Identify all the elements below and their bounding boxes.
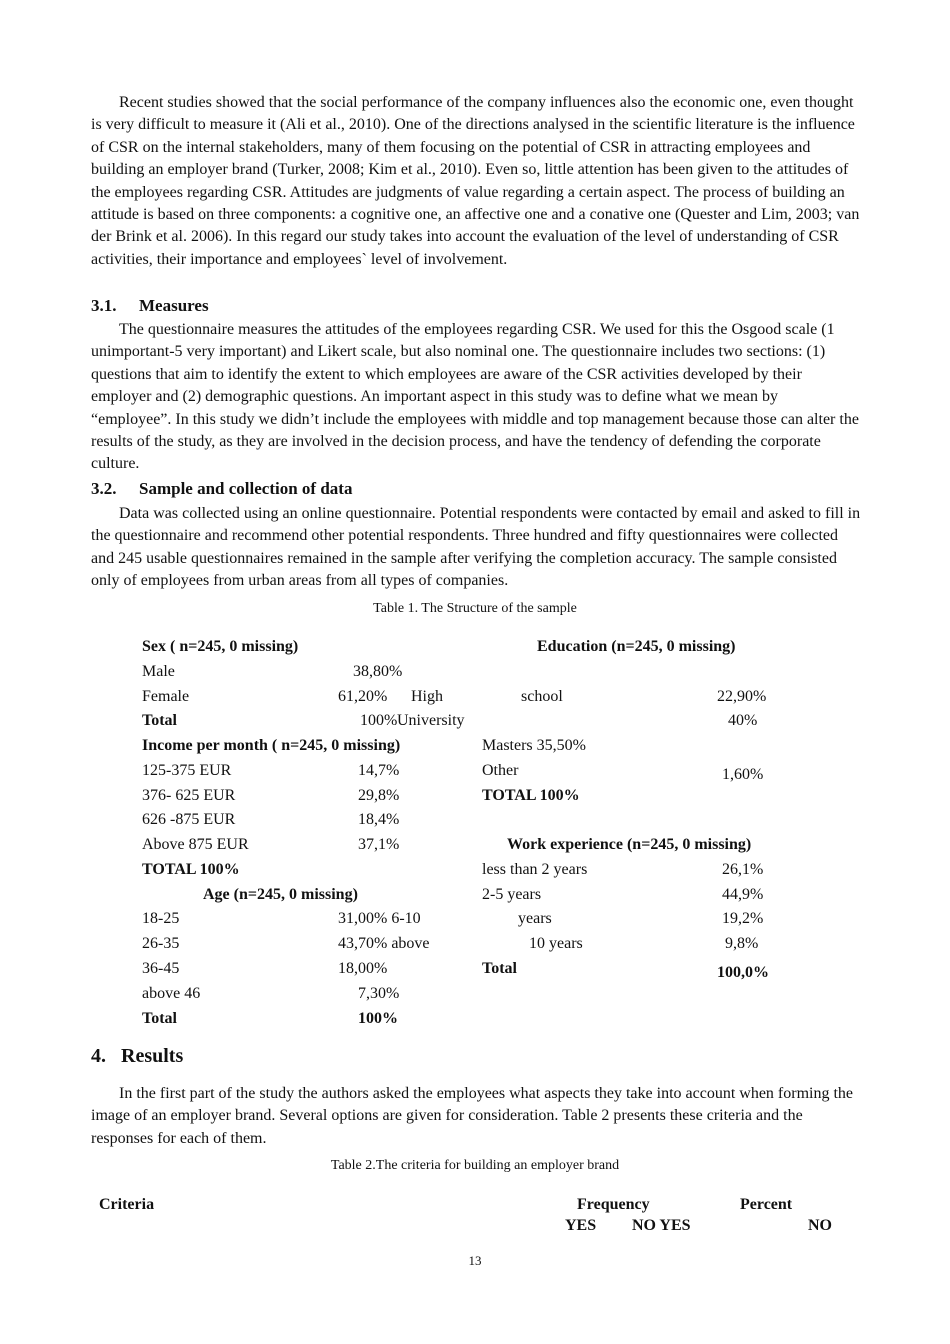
age-row-4-label: above 46 xyxy=(142,985,201,1002)
university-label: University xyxy=(397,712,465,729)
age-total-label: Total xyxy=(142,1010,177,1027)
income-row-2-label: 376- 625 EUR xyxy=(142,787,236,804)
masters-label: Masters 35,50% xyxy=(482,737,586,754)
age-row-4-value: 7,30% xyxy=(358,985,400,1002)
income-header: Income per month ( n=245, 0 missing) xyxy=(142,737,401,754)
table2-caption: Table 2.The criteria for building an employer brand xyxy=(330,1158,620,1173)
percent-header: Percent xyxy=(740,1196,793,1213)
age-row-3-label: 36-45 xyxy=(142,960,180,977)
age-total-value: 100% xyxy=(358,1010,398,1027)
work-row-2-label: 2-5 years xyxy=(482,886,542,903)
work-row-1-value: 26,1% xyxy=(722,861,764,878)
work-row-3-value: 19,2% xyxy=(722,910,764,927)
section-title: Results xyxy=(121,1045,184,1067)
sex-header: Sex ( n=245, 0 missing) xyxy=(142,638,299,655)
section-number: 3.1. xyxy=(91,296,117,315)
work-total-label: Total xyxy=(482,960,517,977)
age-row-1-label: 18-25 xyxy=(142,910,180,927)
section-heading-results xyxy=(91,1045,183,1068)
measures-paragraph: The questionnaire measures the attitudes of the employees regarding CSR. We used for this the Osgood scale (1 unimportant-5 very important) and Likert scale, but also nominal one. The questionnaire includes two sections: (1) questions that aim to identify the extent to which employees are aware of the CSR activities developed by their employer and (2) demographic questions. An important aspect in this study was to define what we mean by “employee”. In this study we didn’t include the employees with middle and top management because those can alter the results of the study, as they are involved in the decision process, and have the tendency of defending the corporate culture. xyxy=(91,321,859,473)
age-row-3-value: 18,00% xyxy=(338,960,388,977)
income-row-1-value: 14,7% xyxy=(358,762,400,779)
section-heading-measures xyxy=(91,296,209,316)
sample-paragraph: Data was collected using an online questionnaire. Potential respondents were contacted by email and asked to fill in the questionnaire and recommend other potential respondents. Three hundred and fifty questionnaires were collected and 245 usable questionnaires remained in the sample after verifying the completion accuracy. The sample consisted only of employees from urban areas from all types of companies. xyxy=(91,505,861,590)
yes-subheader: YES xyxy=(565,1217,597,1234)
education-header: Education (n=245, 0 missing) xyxy=(537,638,736,655)
work-row-1-label: less than 2 years xyxy=(482,861,588,878)
income-row-2-value: 29,8% xyxy=(358,787,400,804)
work-row-4-value: 9,8% xyxy=(725,935,759,952)
male-value: 38,80% xyxy=(353,663,403,680)
work-row-2-value: 44,9% xyxy=(722,886,764,903)
work-total-value: 100,0% xyxy=(717,964,769,981)
education-total: TOTAL 100% xyxy=(482,787,580,804)
section-title: Sample and collection of data xyxy=(139,479,353,498)
work-row-4-label: 10 years xyxy=(529,935,583,952)
age-row-2-value: 43,70% above xyxy=(338,935,430,952)
section-heading-sample xyxy=(91,479,352,499)
income-row-3-label: 626 -875 EUR xyxy=(142,811,236,828)
other-value: 1,60% xyxy=(722,766,764,783)
page-number: 13 xyxy=(468,1253,482,1268)
school-value: 22,90% xyxy=(717,688,767,705)
work-experience-header: Work experience (n=245, 0 missing) xyxy=(507,836,752,853)
age-row-1-value: 31,00% 6-10 xyxy=(338,910,421,927)
income-row-4-label: Above 875 EUR xyxy=(142,836,249,853)
criteria-header: Criteria xyxy=(99,1196,155,1213)
section-number: 4. xyxy=(91,1045,106,1067)
other-label: Other xyxy=(482,762,519,779)
frequency-header: Frequency xyxy=(577,1196,650,1213)
male-label: Male xyxy=(142,663,175,680)
work-row-3-label: years xyxy=(518,910,552,927)
income-row-4-value: 37,1% xyxy=(358,836,400,853)
intro-paragraph: Recent studies showed that the social performance of the company influences also the economic one, even thought is very difficult to measure it (Ali et al., 2010). One of the directions analysed in the scientific literature is the influence of CSR on the internal stakeholders, many of them focusing on the potential of CSR in attracting employees and building an employer brand (Turker, 2008; Kim et al., 2010). Even so, little attention has been given to the attitudes of the employees regarding CSR. Attitudes are judgments of value regarding a certain aspect. The process of building an attitude is based on three components: a cognitive one, an affective one and a conative one (Quester and Lim, 2003; van der Brink et al. 2006). In this regard our study takes into account the evaluation of the level of understanding of CSR activities, their importance and employees` level of involvement. xyxy=(91,94,860,268)
income-total: TOTAL 100% xyxy=(142,861,240,878)
high-label: High xyxy=(411,688,443,705)
female-value: 61,20% xyxy=(338,688,388,705)
female-label: Female xyxy=(142,688,190,705)
university-value: 40% xyxy=(728,712,758,729)
section-number: 3.2. xyxy=(91,479,117,498)
age-header: Age (n=245, 0 missing) xyxy=(203,886,358,903)
sex-total-value: 100% xyxy=(360,712,398,729)
results-paragraph: In the first part of the study the authors asked the employees what aspects they take into account when forming the image of an employer brand. Several options are given for consideration. Table 2 presents these criteria and the responses for each of them. xyxy=(91,1085,854,1147)
no-yes-subheader: NO YES xyxy=(632,1217,691,1234)
table1-caption: Table 1. The Structure of the sample xyxy=(373,601,577,616)
income-row-3-value: 18,4% xyxy=(358,811,400,828)
sex-total-label: Total xyxy=(142,712,177,729)
income-row-1-label: 125-375 EUR xyxy=(142,762,232,779)
section-title: Measures xyxy=(139,296,209,315)
age-row-2-label: 26-35 xyxy=(142,935,180,952)
no-subheader: NO xyxy=(808,1217,832,1234)
school-label: school xyxy=(521,688,563,705)
